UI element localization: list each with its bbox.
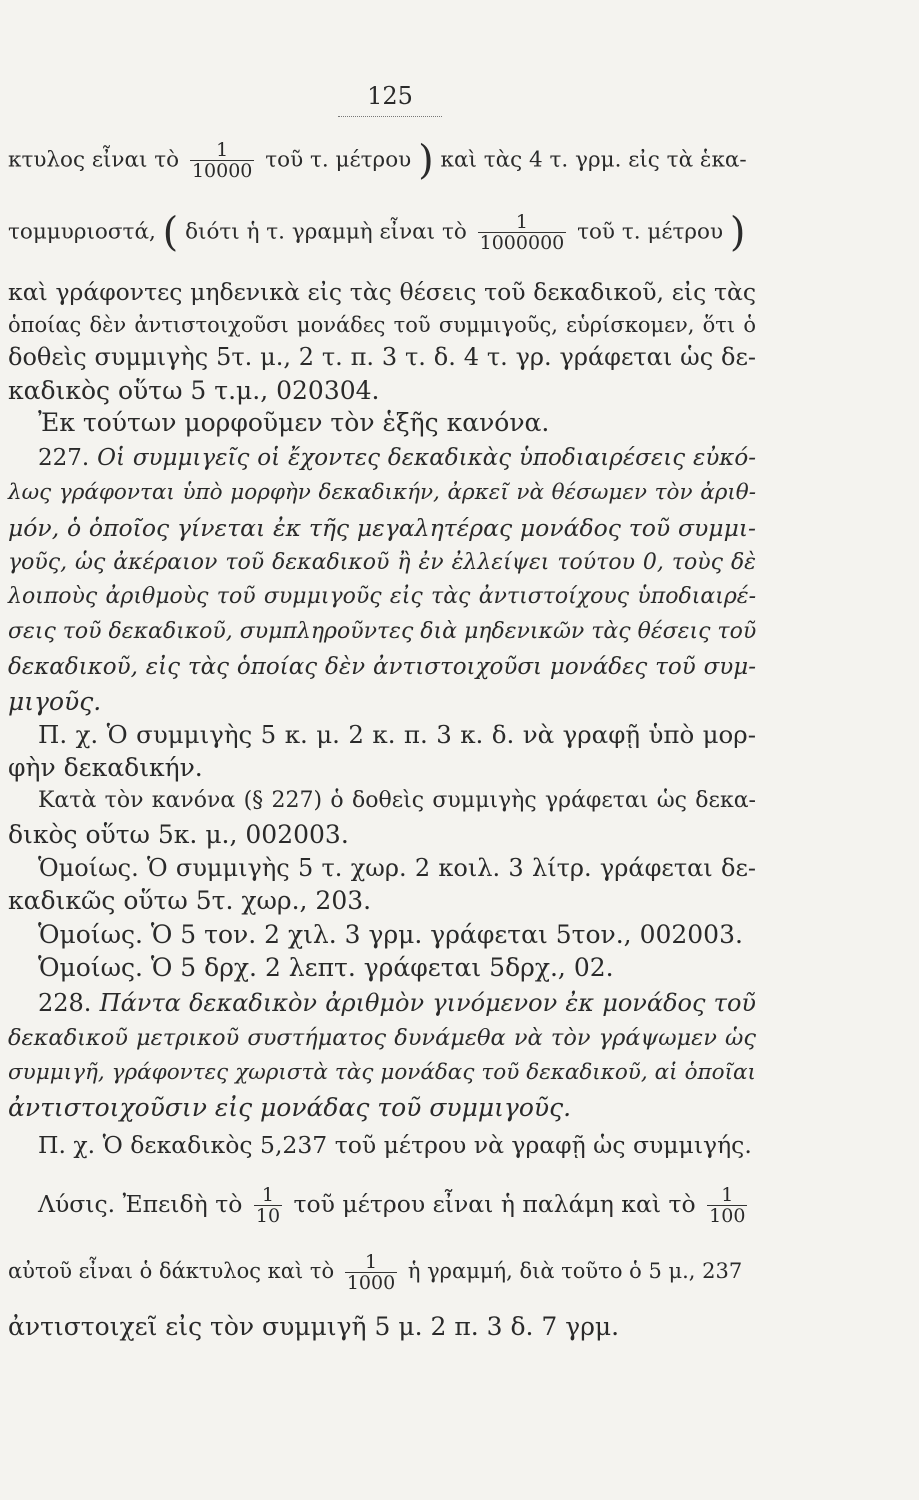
fraction-denominator: 1000	[346, 1272, 396, 1294]
text-line-21: καδικῶς οὕτω 5τ. χωρ., 203.	[8, 886, 372, 915]
text-line-19: δικὸς οὕτω 5κ. μ., 002003.	[8, 820, 349, 849]
text-line-15: μιγοῦς.	[8, 687, 102, 716]
fraction	[190, 140, 254, 181]
text-line-13: σεις τοῦ δεκαδικοῦ, συμπληροῦντες διὰ μηδενικῶν τὰς θέσεις τοῦ	[8, 619, 757, 644]
text-line-3: καὶ γράφοντες μηδενικὰ εἰς τὰς θέσεις τοῦ δεκαδικοῦ, εἰς τὰς	[8, 278, 756, 306]
text-line-8	[38, 443, 756, 473]
text-line-28: Π. χ. Ὁ δεκαδικὸς 5,237 τοῦ μέτρου νὰ γραφῇ ὡς συμμιγής.	[38, 1131, 752, 1159]
fraction-denominator: 10000	[191, 160, 253, 182]
text-line-17: φὴν δεκαδικήν.	[8, 753, 203, 782]
text-line-18: Κατὰ τὸν κανόνα (§ 227) ὁ δοθεὶς συμμιγὴς γράφεται ὡς δεκα-	[38, 788, 756, 813]
fraction	[478, 212, 567, 253]
text-span: Οἱ συμμιγεῖς οἱ ἔχοντες δεκαδικὰς ὑποδιαιρέσεις εὐκό-	[97, 445, 757, 471]
text-line-6: καδικὸς οὕτω 5 τ.μ., 020304.	[8, 376, 380, 405]
text-span: αὐτοῦ εἶναι ὁ δάκτυλος καὶ τὸ	[8, 1259, 335, 1283]
text-line-14: δεκαδικοῦ, εἰς τὰς ὁποίας δὲν ἀντιστοιχοῦσι μονάδες τοῦ συμ-	[8, 654, 756, 680]
fraction-denominator: 100	[709, 1205, 746, 1227]
fraction-numerator: 1	[721, 1184, 734, 1206]
text-line-31: ἀντιστοιχεῖ εἰς τὸν συμμιγῆ 5 μ. 2 π. 3 δ. 7 γρμ.	[8, 1312, 620, 1341]
text-line-26: συμμιγῆ, γράφοντες χωριστὰ τὰς μονάδας τοῦ δεκαδικοῦ, αἱ ὁποῖαι	[8, 1060, 756, 1085]
closing-parenthesis: )	[418, 137, 434, 184]
text-span: κτυλος εἶναι τὸ	[8, 147, 180, 173]
text-line-10: μόν, ὁ ὁποῖος γίνεται ἐκ τῆς μεγαλητέρας μονάδος τοῦ συμμι-	[8, 514, 756, 542]
fraction-denominator: 1000000	[479, 232, 565, 254]
fraction-numerator: 1	[515, 211, 528, 233]
text-line-25: δεκαδικοῦ μετρικοῦ συστήματος δυνάμεθα νὰ τὸν γράψωμεν ὡς	[8, 1025, 756, 1051]
section-number: 228.	[38, 989, 92, 1017]
text-line-30	[8, 1252, 756, 1293]
closing-parenthesis: )	[729, 209, 746, 256]
text-line-23: Ὁμοίως. Ὁ 5 δρχ. 2 λεπτ. γράφεται 5δρχ., 02.	[38, 953, 614, 982]
text-span: τοῦ μέτρου εἶναι ἡ παλάμη καὶ τὸ	[293, 1190, 696, 1218]
text-span: Ἐπειδὴ τὸ	[122, 1190, 243, 1218]
section-number: 227.	[38, 445, 90, 471]
fraction-numerator: 1	[216, 139, 229, 161]
text-line-29	[38, 1185, 756, 1226]
text-line-4: ὁποίας δὲν ἀντιστοιχοῦσι μονάδες τοῦ συμμιγοῦς, εὑρίσκομεν, ὅτι ὁ	[8, 313, 756, 337]
text-span: καὶ τὰς 4 τ. γρμ. εἰς τὰ ἑκα-	[440, 147, 747, 173]
text-line-24	[38, 988, 756, 1018]
fraction	[707, 1185, 747, 1226]
text-line-12: λοιποὺς ἀριθμοὺς τοῦ συμμιγοῦς εἰς τὰς ἀντιστοίχους ὑποδιαιρέ-	[8, 584, 756, 609]
text-line-9: λως γράφονται ὑπὸ μορφὴν δεκαδικήν, ἀρκεῖ νὰ θέσωμεν τὸν ἀριθ-	[8, 480, 756, 505]
fraction	[345, 1252, 397, 1293]
fraction-denominator: 10	[255, 1205, 281, 1227]
text-line-1	[8, 137, 756, 184]
text-line-27: ἀντιστοιχοῦσιν εἰς μονάδας τοῦ συμμιγοῦς.	[8, 1093, 572, 1122]
fraction-numerator: 1	[364, 1251, 378, 1273]
page-number-rule	[338, 116, 442, 117]
solution-label: Λύσις.	[38, 1190, 116, 1218]
text-line-7: Ἐκ τούτων μορφοῦμεν τὸν ἑξῆς κανόνα.	[38, 408, 550, 437]
text-span: τοῦ τ. μέτρου	[577, 219, 724, 245]
text-line-20: Ὁμοίως. Ὁ συμμιγὴς 5 τ. χωρ. 2 κοιλ. 3 λίτρ. γράφεται δε-	[38, 854, 756, 882]
fraction	[254, 1185, 282, 1226]
text-span: τομμυριοστά,	[8, 219, 156, 245]
text-line-16: Π. χ. Ὁ συμμιγὴς 5 κ. μ. 2 κ. π. 3 κ. δ. νὰ γραφῇ ὑπὸ μορ-	[38, 720, 756, 749]
text-line-11: γοῦς, ὡς ἀκέραιον τοῦ δεκαδικοῦ ἢ ἐν ἐλλείψει τούτου 0, τοὺς δὲ	[8, 550, 756, 575]
text-span: διότι ἡ τ. γραμμὴ εἶναι τὸ	[185, 219, 467, 245]
text-line-5: δοθεὶς συμμιγὴς 5τ. μ., 2 τ. π. 3 τ. δ. 4 τ. γρ. γράφεται ὡς δε-	[8, 343, 756, 371]
fraction-numerator: 1	[261, 1184, 274, 1206]
text-line-22: Ὁμοίως. Ὁ 5 τον. 2 χιλ. 3 γρμ. γράφεται 5τον., 002003.	[38, 920, 743, 949]
text-span: Πάντα δεκαδικὸν ἀριθμὸν γινόμενον ἐκ μονάδος τοῦ	[99, 989, 756, 1017]
text-line-2	[8, 209, 756, 256]
text-span: ἡ γραμμή, διὰ τοῦτο ὁ 5 μ., 237	[407, 1259, 743, 1283]
page-number: 125	[367, 82, 413, 110]
text-span: τοῦ τ. μέτρου	[265, 147, 412, 173]
opening-parenthesis: (	[162, 209, 179, 256]
